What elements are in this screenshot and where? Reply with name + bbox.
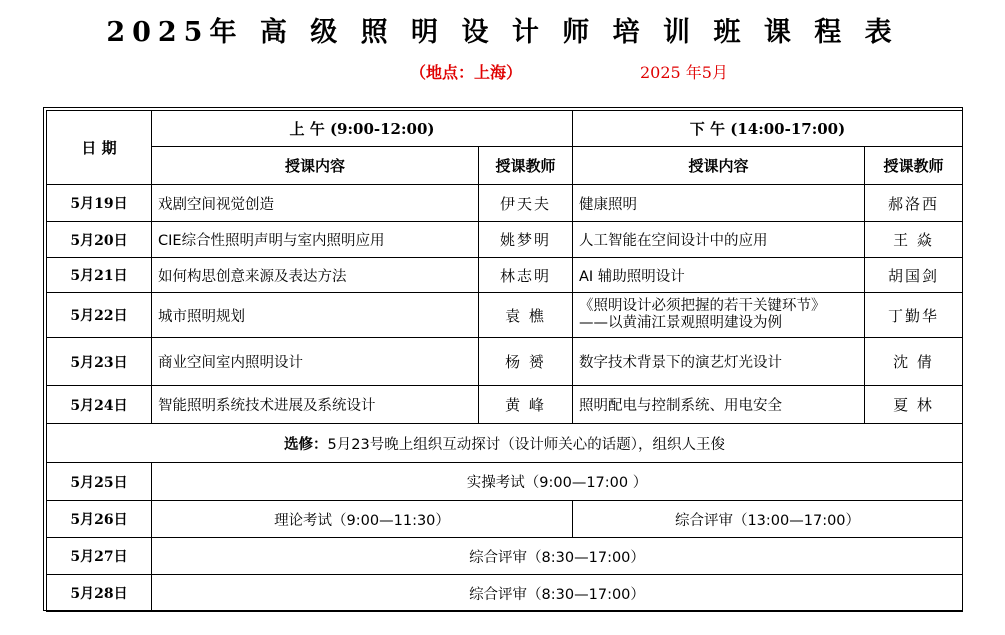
date-column-header: 日 期 [47, 111, 152, 185]
am-teacher-cell: 杨 赟 [479, 338, 573, 386]
pm-course-line-1: 《照明设计必须把握的若干关键环节》 [579, 298, 826, 314]
pm-teacher-cell: 胡国剑 [865, 258, 963, 293]
am-course-cell: 如何构思创意来源及表达方法 [152, 258, 479, 293]
pm-course-line-2: ——以黄浦江景观照明建设为例 [579, 315, 782, 331]
date-text: 2025 年5月 [640, 63, 728, 82]
pm-teacher-cell: 丁勤华 [865, 293, 963, 338]
subtitle [0, 60, 1005, 84]
exam-cell: 综合评审（8:30—17:00） [152, 575, 963, 612]
table-row [47, 185, 963, 222]
pm-course-cell [573, 293, 865, 338]
am-course-cell: CIE综合性照明声明与室内照明应用 [152, 222, 479, 258]
elective-row [47, 424, 963, 463]
day-cell: 5月28日 [47, 575, 152, 612]
day-cell: 5月24日 [47, 386, 152, 424]
table-row [47, 463, 963, 501]
day-cell: 5月19日 [47, 185, 152, 222]
day-cell: 5月20日 [47, 222, 152, 258]
exam-am-cell: 理论考试（9:00—11:30） [152, 501, 573, 538]
am-content-header: 授课内容 [152, 147, 479, 185]
pm-teacher-header: 授课教师 [865, 147, 963, 185]
pm-course-cell: 健康照明 [573, 185, 865, 222]
table-row [47, 386, 963, 424]
afternoon-header: 下 午 (14:00-17:00) [573, 111, 963, 147]
am-teacher-cell: 林志明 [479, 258, 573, 293]
table-row [47, 575, 963, 612]
location-text: （地点：上海） [410, 63, 523, 82]
elective-label: 选修： [284, 436, 328, 453]
table-row [47, 338, 963, 386]
day-cell: 5月23日 [47, 338, 152, 386]
elective-cell [47, 424, 963, 463]
am-course-cell: 商业空间室内照明设计 [152, 338, 479, 386]
am-teacher-cell: 袁 樵 [479, 293, 573, 338]
am-teacher-header: 授课教师 [479, 147, 573, 185]
pm-teacher-cell: 郝洛西 [865, 185, 963, 222]
day-cell: 5月26日 [47, 501, 152, 538]
table-row [47, 258, 963, 293]
day-cell: 5月27日 [47, 538, 152, 575]
table-row [47, 222, 963, 258]
page-title: 2025年 高 级 照 明 设 计 师 培 训 班 课 程 表 [106, 17, 899, 48]
morning-header: 上 午 (9:00-12:00) [152, 111, 573, 147]
pm-course-cell: 人工智能在空间设计中的应用 [573, 222, 865, 258]
elective-text: 5月23号晚上组织互动探讨（设计师关心的话题），组织人王俊 [327, 436, 725, 453]
table-row [47, 501, 963, 538]
day-cell: 5月22日 [47, 293, 152, 338]
schedule-table [46, 110, 963, 612]
day-cell: 5月25日 [47, 463, 152, 501]
pm-teacher-cell: 沈 倩 [865, 338, 963, 386]
pm-content-header: 授课内容 [573, 147, 865, 185]
exam-cell: 综合评审（8:30—17:00） [152, 538, 963, 575]
am-teacher-cell: 姚梦明 [479, 222, 573, 258]
table-row [47, 538, 963, 575]
pm-course-cell: AI 辅助照明设计 [573, 258, 865, 293]
am-course-cell: 智能照明系统技术进展及系统设计 [152, 386, 479, 424]
am-course-cell: 戏剧空间视觉创造 [152, 185, 479, 222]
exam-pm-cell: 综合评审（13:00—17:00） [573, 501, 963, 538]
table-row [47, 293, 963, 338]
am-teacher-cell: 伊天夫 [479, 185, 573, 222]
pm-course-cell: 照明配电与控制系统、用电安全 [573, 386, 865, 424]
pm-course-cell: 数字技术背景下的演艺灯光设计 [573, 338, 865, 386]
am-teacher-cell: 黄 峰 [479, 386, 573, 424]
pm-teacher-cell: 夏 林 [865, 386, 963, 424]
exam-cell: 实操考试（9:00—17:00 ） [152, 463, 963, 501]
pm-teacher-cell: 王 焱 [865, 222, 963, 258]
am-course-cell: 城市照明规划 [152, 293, 479, 338]
day-cell: 5月21日 [47, 258, 152, 293]
